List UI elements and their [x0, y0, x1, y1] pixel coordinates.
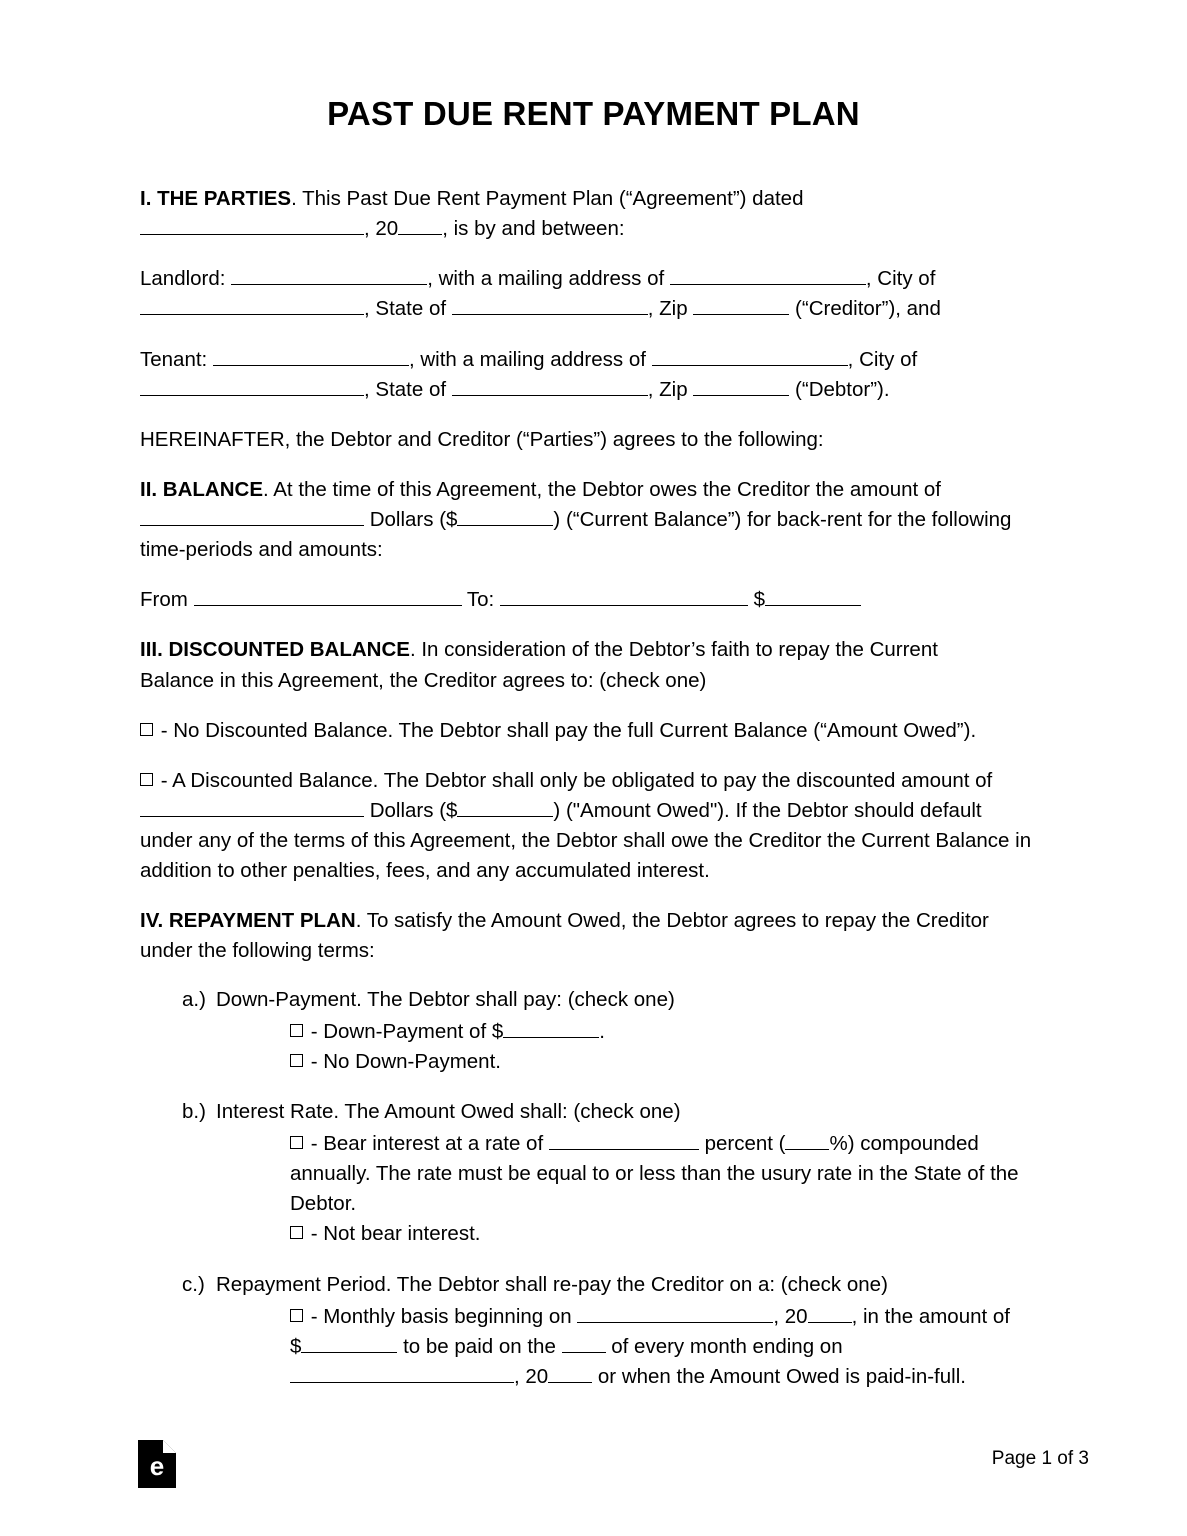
interest-rate-pct-blank[interactable] — [785, 1149, 829, 1150]
monthly-p4: $ — [290, 1334, 302, 1358]
landlord-role: (“Creditor”), and — [795, 297, 941, 321]
eforms-logo — [138, 1440, 176, 1488]
option-down-payment-suffix: . — [599, 1019, 605, 1043]
section-heading-balance: II. BALANCE — [140, 477, 263, 501]
monthly-p3: , in the amount of — [851, 1304, 1010, 1328]
landlord-name-blank[interactable] — [231, 284, 427, 285]
monthly-start-year-blank[interactable] — [808, 1322, 852, 1323]
monthly-start-date-blank[interactable] — [577, 1322, 773, 1323]
page-title: PAST DUE RENT PAYMENT PLAN — [327, 95, 860, 132]
parties-intro-b: , 20 — [364, 217, 399, 241]
date-day-blank[interactable] — [140, 234, 364, 235]
discounted-line2: Balance in this Agreement, the Creditor agrees to: (check one) — [140, 668, 707, 692]
discounted-dollars-words-blank[interactable] — [140, 816, 364, 817]
option-down-payment-amount[interactable] — [140, 1017, 1048, 1047]
repayment-item-a-heading — [140, 985, 1048, 1015]
checkbox-bear-interest[interactable] — [290, 1136, 303, 1149]
tenant-name-blank[interactable] — [213, 365, 409, 366]
section-heading-discounted: III. DISCOUNTED BALANCE — [140, 638, 410, 662]
tenant-state-blank[interactable] — [452, 395, 648, 396]
repayment-item-a-text: Down-Payment. The Debtor shall pay: (check one) — [216, 987, 675, 1011]
tenant-label: Tenant: — [140, 347, 208, 371]
landlord-state-blank[interactable] — [452, 314, 648, 315]
checkbox-a-discounted-balance[interactable] — [140, 773, 153, 786]
down-payment-amount-blank[interactable] — [503, 1037, 599, 1038]
tenant-role: (“Debtor”). — [795, 377, 890, 401]
repayment-item-a — [140, 985, 1048, 1077]
monthly-p5: to be paid on the — [403, 1334, 556, 1358]
monthly-day-blank[interactable] — [562, 1352, 606, 1353]
balance-line3: time-periods and amounts: — [140, 538, 383, 562]
landlord-label: Landlord: — [140, 267, 226, 291]
option-bear-interest-pct: %) compounded annually. The rate must be equal to or less than the usury rate in the State of the Debtor. — [290, 1132, 1019, 1216]
repayment-item-b-heading — [140, 1097, 1048, 1127]
option-not-bear-interest-label: - Not bear interest. — [310, 1222, 481, 1246]
discounted-dollars-word: Dollars ($ — [369, 798, 458, 822]
monthly-end-year-blank[interactable] — [548, 1382, 592, 1383]
checkbox-down-payment-of[interactable] — [290, 1024, 303, 1037]
repayment-item-c-label: c.) — [182, 1272, 205, 1296]
period-amount-blank[interactable] — [765, 605, 861, 606]
date-year-blank[interactable] — [398, 234, 442, 235]
tenant-paragraph — [140, 345, 1048, 405]
checkbox-monthly-basis[interactable] — [290, 1309, 303, 1322]
discounted-option-yes[interactable] — [140, 766, 1048, 887]
checkbox-not-bear-interest[interactable] — [290, 1226, 303, 1239]
landlord-zip: , Zip — [647, 297, 688, 321]
period-amount-symbol: $ — [753, 588, 766, 612]
repayment-item-c — [140, 1270, 1048, 1393]
monthly-p7: , 20 — [514, 1364, 549, 1388]
from-date-blank[interactable] — [194, 605, 462, 606]
landlord-city-blank[interactable] — [140, 314, 364, 315]
repayment-item-a-label: a.) — [182, 987, 206, 1011]
tenant-state: , State of — [364, 377, 447, 401]
hereinafter-paragraph: HEREINAFTER, the Debtor and Creditor (“Parties”) agrees to the following: — [140, 427, 824, 451]
section-parties-intro — [140, 184, 1048, 244]
tenant-city: , City of — [847, 347, 918, 371]
discounted-option-yes-label-b: ) ("Amount Owed"). If the Debtor should default — [553, 798, 982, 822]
logo-letter: e — [149, 1451, 165, 1481]
option-down-payment-prefix: - Down-Payment of $ — [310, 1019, 504, 1043]
landlord-address-blank[interactable] — [670, 284, 866, 285]
option-bear-interest-mid: percent ( — [704, 1132, 786, 1155]
option-bear-interest[interactable] — [140, 1129, 1048, 1219]
checkbox-no-down-payment[interactable] — [290, 1054, 303, 1067]
landlord-mid: , with a mailing address of — [427, 267, 665, 291]
monthly-p2: , 20 — [773, 1304, 808, 1328]
section-balance — [140, 475, 1048, 565]
option-no-down-payment-label: - No Down-Payment. — [310, 1049, 501, 1073]
discounted-amount-blank[interactable] — [457, 816, 553, 817]
balance-line1: . At the time of this Agreement, the Debtor owes the Creditor the amount of — [263, 477, 942, 501]
landlord-zip-blank[interactable] — [693, 314, 789, 315]
monthly-p1: - Monthly basis beginning on — [310, 1304, 572, 1328]
discounted-line1: . In consideration of the Debtor’s faith to repay the Current — [409, 638, 938, 662]
document-body — [140, 184, 1048, 1412]
discounted-option-yes-label-c: under any of the terms of this Agreement, the Debtor shall owe the Creditor the Current Balance in addition to other penalties, fees, and any accumulated interest. — [140, 829, 1032, 883]
landlord-state: , State of — [364, 297, 447, 321]
tenant-city-blank[interactable] — [140, 395, 364, 396]
monthly-p8: or when the Amount Owed is paid-in-full. — [597, 1364, 966, 1388]
to-date-blank[interactable] — [500, 605, 748, 606]
balance-period-row — [140, 585, 1048, 615]
section-discounted — [140, 635, 1048, 695]
checkbox-no-discounted-balance[interactable] — [140, 723, 153, 736]
tenant-mid: , with a mailing address of — [408, 347, 646, 371]
repayment-line2: under the following terms: — [140, 939, 375, 963]
parties-intro-a: . This Past Due Rent Payment Plan (“Agreement”) dated — [291, 187, 804, 210]
section-heading-parties: I. THE PARTIES — [140, 187, 292, 210]
balance-after-amount: ) (“Current Balance”) for back-rent for the following — [553, 508, 1012, 531]
balance-dollars-words-blank[interactable] — [140, 525, 364, 526]
landlord-paragraph — [140, 264, 1048, 324]
repayment-item-c-text: Repayment Period. The Debtor shall re-pay the Creditor on a: (check one) — [216, 1272, 888, 1296]
option-not-bear-interest[interactable] — [140, 1219, 1048, 1249]
repayment-item-b — [140, 1097, 1048, 1250]
option-no-down-payment[interactable] — [140, 1047, 1048, 1077]
repayment-item-c-heading — [140, 1270, 1048, 1300]
repayment-item-b-label: b.) — [182, 1099, 206, 1123]
balance-amount-blank[interactable] — [457, 525, 553, 526]
option-bear-interest-prefix: - Bear interest at a rate of — [310, 1132, 544, 1155]
tenant-zip: , Zip — [647, 377, 688, 401]
balance-dollars-word: Dollars ($ — [369, 508, 458, 531]
tenant-address-blank[interactable] — [652, 365, 848, 366]
repayment-item-b-text: Interest Rate. The Amount Owed shall: (check one) — [216, 1099, 681, 1123]
discounted-option-none-label: - No Discounted Balance. The Debtor shall pay the full Current Balance (“Amount Owed”). — [160, 718, 977, 742]
from-label: From — [140, 588, 188, 612]
parties-intro-c: , is by and between: — [442, 217, 625, 241]
monthly-p6: of every month ending on — [611, 1334, 843, 1358]
section-heading-repayment: IV. REPAYMENT PLAN — [140, 909, 356, 933]
page-number: Page 1 of 3 — [991, 1448, 1089, 1469]
section-repayment — [140, 906, 1048, 966]
discounted-option-yes-label-a: - A Discounted Balance. The Debtor shall only be obligated to pay the discounted amount of — [160, 768, 993, 792]
repayment-line1: . To satisfy the Amount Owed, the Debtor agrees to repay the Creditor — [355, 909, 989, 933]
discounted-option-none[interactable] — [140, 716, 1048, 746]
tenant-zip-blank[interactable] — [693, 395, 789, 396]
monthly-payment-amount-blank[interactable] — [301, 1352, 397, 1353]
landlord-city: , City of — [865, 267, 936, 291]
option-monthly-basis[interactable] — [140, 1302, 1048, 1392]
to-label: To: — [466, 588, 495, 612]
monthly-end-date-blank[interactable] — [290, 1382, 514, 1383]
interest-rate-words-blank[interactable] — [549, 1149, 699, 1150]
